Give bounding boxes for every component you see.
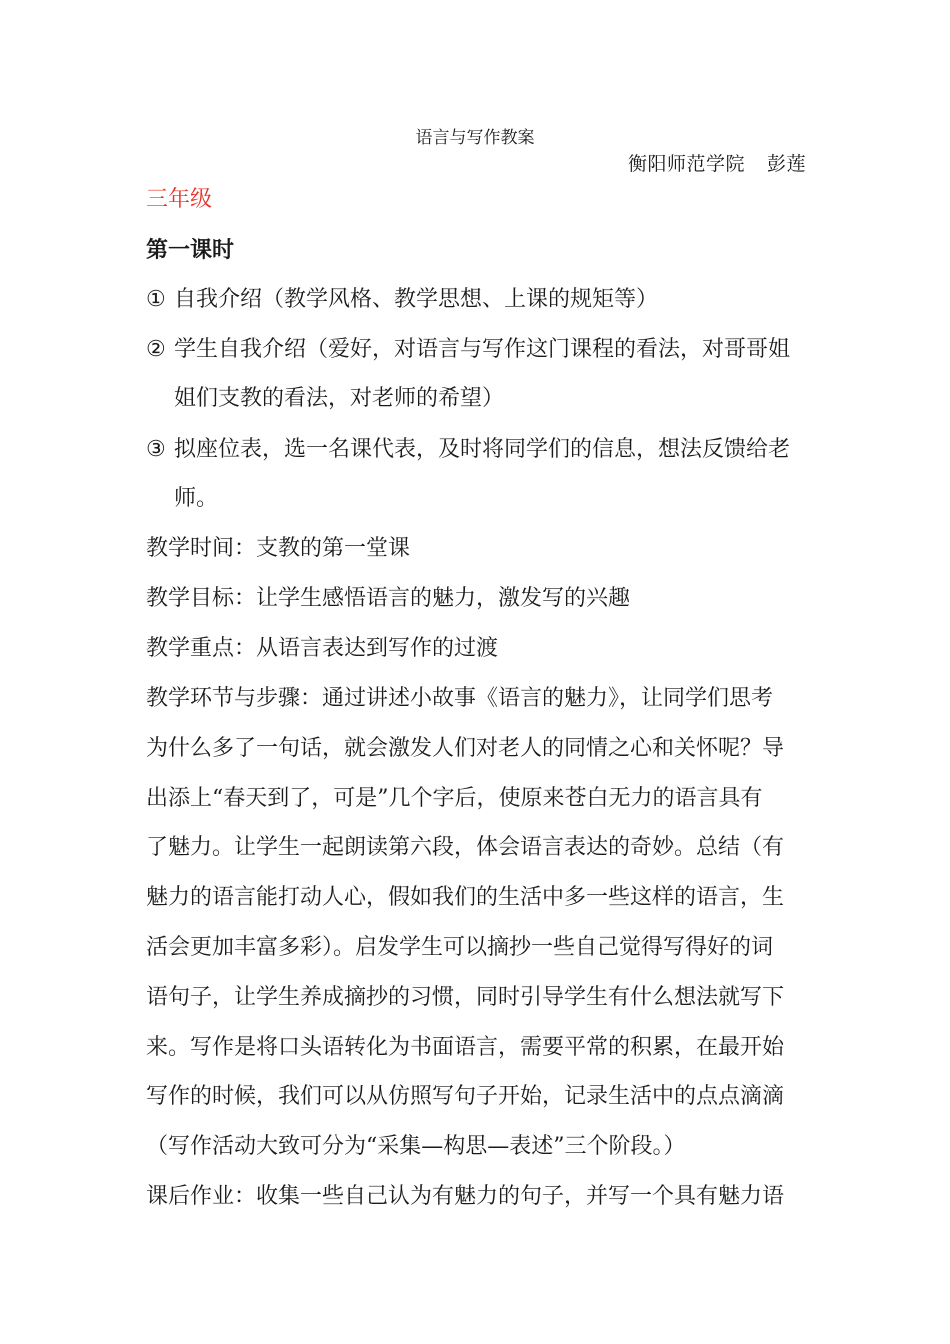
steps-line: 写作的时候，我们可以从仿照写句子开始，记录生活中的点点滴滴 <box>146 1084 785 1109</box>
list-item <box>146 286 658 314</box>
item-number: ② <box>146 337 166 362</box>
list-item <box>146 336 790 364</box>
teaching-focus: 教学重点：从语言表达到写作的过渡 <box>146 636 499 661</box>
institution: 衡阳师范学院 <box>627 153 745 175</box>
steps-line: 语句子，让学生养成摘抄的习惯，同时引导学生有什么想法就写下 <box>146 985 785 1010</box>
steps-line: （写作活动大致可分为“采集—构思—表述”三个阶段。） <box>146 1134 686 1159</box>
steps-line: 魅力的语言能打动人心，假如我们的生活中多一些这样的语言，生 <box>146 885 785 910</box>
item-text: 拟座位表，选一名课代表，及时将同学们的信息，想法反馈给老 <box>174 437 791 462</box>
item-number: ① <box>146 287 166 312</box>
lesson-heading: 第一课时 <box>146 238 235 263</box>
item-text: 学生自我介绍（爱好，对语言与写作这门课程的看法，对哥哥姐 <box>174 337 791 362</box>
steps-line: 出添上“春天到了，可是”几个字后，使原来苍白无力的语言具有 <box>146 786 763 811</box>
homework: 课后作业：收集一些自己认为有魅力的句子，并写一个具有魅力语 <box>146 1184 785 1209</box>
item-text: 自我介绍（教学风格、教学思想、上课的规矩等） <box>174 287 659 312</box>
author-name: 彭莲 <box>766 153 806 175</box>
steps-line: 了魅力。让学生一起朗读第六段，体会语言表达的奇妙。总结（有 <box>146 835 785 860</box>
list-item-continuation: 姐们支教的看法，对老师的希望） <box>174 386 505 411</box>
document-title: 语言与写作教案 <box>415 128 535 148</box>
author-line <box>628 152 806 176</box>
list-item <box>146 436 790 464</box>
list-item-continuation: 师。 <box>174 486 219 511</box>
item-number: ③ <box>146 437 166 462</box>
steps-line: 教学环节与步骤：通过讲述小故事《语言的魅力》，让同学们思考 <box>146 686 774 711</box>
steps-line: 来。写作是将口头语转化为书面语言，需要平常的积累，在最开始 <box>146 1035 785 1060</box>
grade-heading: 三年级 <box>146 187 213 212</box>
teaching-time: 教学时间：支教的第一堂课 <box>146 536 411 561</box>
steps-line: 活会更加丰富多彩）。启发学生可以摘抄一些自己觉得写得好的词 <box>146 935 774 960</box>
teaching-goal: 教学目标：让学生感悟语言的魅力，激发写的兴趣 <box>146 586 631 611</box>
steps-line: 为什么多了一句话，就会激发人们对老人的同情之心和关怀呢？导 <box>146 736 785 761</box>
